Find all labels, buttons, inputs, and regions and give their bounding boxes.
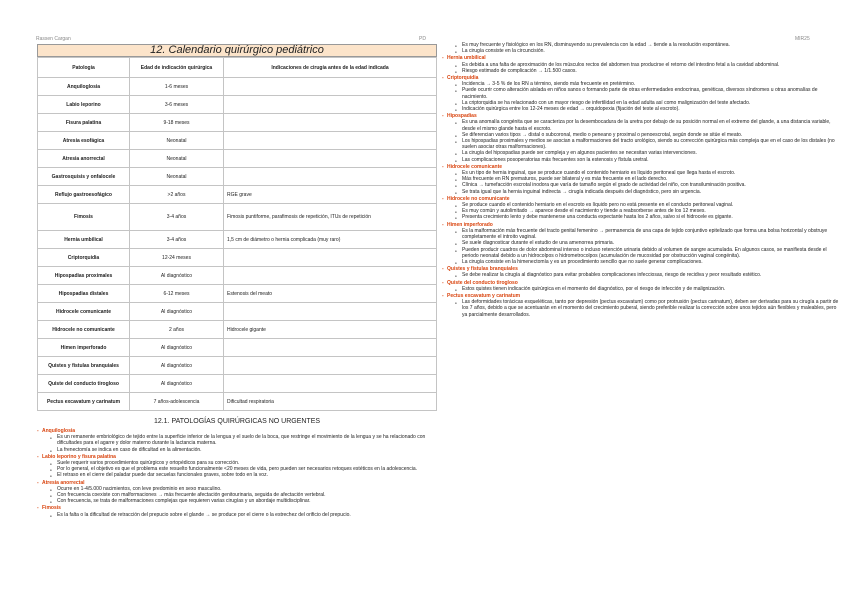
table-row bbox=[38, 393, 437, 411]
bullet-item: ● Es muy común y autolimitado → aparece desde el nacimiento y tiende a reabsorberse antes de los 12 meses. bbox=[442, 208, 842, 214]
table-cell: Anquiloglosia bbox=[38, 78, 130, 96]
dash-marker: - bbox=[442, 279, 444, 286]
table-row bbox=[38, 375, 437, 393]
dash-marker: - bbox=[37, 505, 39, 512]
dash-marker: - bbox=[37, 428, 39, 434]
table-cell: 7 años-adolescencia bbox=[130, 393, 224, 411]
bullet-item: ● Indicación quirúrgica entre los 12-24 meses de edad → orquidopexia (fijación del teste al escroto). bbox=[442, 106, 842, 112]
table-cell: Al diagnóstico bbox=[130, 339, 224, 357]
topic-heading-text: Pectus excavatum y carinatum bbox=[447, 292, 521, 299]
header-center: PD bbox=[419, 36, 426, 42]
page-title: 12. Calendario quirúrgico pediátrico bbox=[37, 44, 437, 57]
column-header: Indicaciones de cirugía antes de la edad indicada bbox=[224, 58, 437, 78]
bullet-item: ● Es un tipo de hernia inguinal, que se produce cuando el contenido herniario es líquido peritoneal que llega hasta el escroto. bbox=[442, 170, 842, 176]
bullet-item: ● El retraso en el cierre del paladar puede dar secuelas funcionales graves, sobre todo en la voz. bbox=[37, 472, 437, 478]
right-item-list bbox=[442, 42, 842, 318]
bullet-item: ● Riesgo estimado de complicación → 1/1.500 casos. bbox=[442, 68, 842, 74]
table-cell: Fisura palatina bbox=[38, 114, 130, 132]
table-cell: Al diagnóstico bbox=[130, 357, 224, 375]
table-cell: 12-24 meses bbox=[130, 249, 224, 267]
topic-heading-text: Hipospadias bbox=[447, 113, 477, 120]
table-cell: Quiste del conducto tirogloso bbox=[38, 375, 130, 393]
column-header: Patología bbox=[38, 58, 130, 78]
table-cell bbox=[224, 375, 437, 393]
bullet-item: ● Es la falta o la dificultad de retracción del prepucio sobre el glande → se produce por el cierre o la estrechez del orificio del prepucio. bbox=[37, 512, 437, 518]
table-row bbox=[38, 321, 437, 339]
table-row bbox=[38, 339, 437, 357]
table-cell bbox=[224, 357, 437, 375]
left-item-list bbox=[37, 428, 437, 518]
section-title: 12.1. PATOLOGÍAS QUIRÚRGICAS NO URGENTES bbox=[153, 418, 321, 425]
table-cell: Hipospadias proximales bbox=[38, 267, 130, 285]
table-cell: Neonatal bbox=[130, 168, 224, 186]
table-row bbox=[38, 249, 437, 267]
topic-heading-text: Labio leporino y fisura palatina bbox=[42, 453, 116, 460]
table-cell: Atresia anorrectal bbox=[38, 150, 130, 168]
dash-marker: - bbox=[442, 221, 444, 228]
dash-marker: - bbox=[442, 195, 444, 202]
table-cell: 3-4 años bbox=[130, 204, 224, 231]
table-cell bbox=[224, 339, 437, 357]
bullet-item: ● Es un remanente embriológico de tejido entre la superficie inferior de la lengua y el suelo de la boca, que restringe el movimiento de la lengua y se ha relacionado con dificultades para el agarre y dolor materno durante la lactancia materna. bbox=[37, 434, 437, 446]
topic-heading-text: Quistes y fístulas branquiales bbox=[447, 266, 518, 273]
table-cell bbox=[224, 132, 437, 150]
table-cell: Hidrocele comunicante bbox=[38, 303, 130, 321]
table-cell bbox=[224, 150, 437, 168]
table-cell: 1-6 meses bbox=[130, 78, 224, 96]
table-row bbox=[38, 285, 437, 303]
table-cell: 3-6 meses bbox=[130, 96, 224, 114]
table-cell: Neonatal bbox=[130, 150, 224, 168]
table-cell: Fimosis puntiforme, parafimosis de repetición, ITUs de repetición bbox=[224, 204, 437, 231]
dash-marker: - bbox=[442, 292, 444, 299]
bullet-item: ● Más frecuente en RN prematuros, puede ser bilateral y es más frecuente en el lado derecho. bbox=[442, 176, 842, 182]
bullet-item: ● Es debida a una falta de aproximación de los músculos rectos del abdomen tras producirse el retorno del intestino fetal a la cavidad abdominal. bbox=[442, 62, 842, 68]
topic-heading-text: Fimosis bbox=[42, 505, 61, 512]
table-row bbox=[38, 168, 437, 186]
table-header-row bbox=[38, 58, 437, 78]
table-row bbox=[38, 231, 437, 249]
bullet-item: ● Se diferencian varios tipos → distal o subcoronal, medio o peneano y proximal o penoescrotal, según donde se sitúe el meato. bbox=[442, 132, 842, 138]
table-row bbox=[38, 96, 437, 114]
bullet-item: ● Estos quistes tienen indicación quirúrgica en el momento del diagnóstico, por el riesgo de infección y de malignización. bbox=[442, 286, 842, 292]
bullet-item: ● Por lo general, el objetivo es que el problema este resuelto funcionalmente <20 meses de vida, pero pueden ser necesarios retoques estéticos en la adolescencia. bbox=[37, 466, 437, 472]
topic-heading-text: Anquiloglosia bbox=[42, 428, 76, 434]
bullet-item: ● Incidencia → 3-5 % de los RN a término, siendo más frecuente en pretérmino. bbox=[442, 81, 842, 87]
topic-heading-text: Hidrocele comunicante bbox=[447, 163, 503, 170]
dash-marker: - bbox=[442, 163, 444, 170]
table-cell: Al diagnóstico bbox=[130, 303, 224, 321]
table-row bbox=[38, 150, 437, 168]
topic-heading-text: Atresia anorrectal bbox=[42, 479, 85, 486]
topic-heading-text: Hernia umbilical bbox=[447, 55, 486, 62]
dash-marker: - bbox=[442, 55, 444, 62]
table-row bbox=[38, 78, 437, 96]
topic-heading-text: Criptorquidia bbox=[447, 75, 479, 82]
table-body bbox=[38, 78, 437, 411]
surgical-calendar-table bbox=[37, 57, 437, 411]
table-cell: Gastrosquisis y onfalocele bbox=[38, 168, 130, 186]
table-row bbox=[38, 204, 437, 231]
bullet-item: ● Presenta crecimiento lento y debe mantenerse una conducta expectante hasta los 2 años, salvo si el hidrocele es gigante. bbox=[442, 214, 842, 220]
table-cell: Hipospadias distales bbox=[38, 285, 130, 303]
bullet-item: ● Clínica → tumefacción escrotal inodora que varía de tamaño según el grado de actividad del niño, con transiluminación positiva. bbox=[442, 182, 842, 188]
bullet-item: ● La criptorquidia se ha relacionado con un mayor riesgo de infertilidad en la edad adulta así como malignización del teste afectado. bbox=[442, 100, 842, 106]
topic-heading-text: Quiste del conducto tirogloso bbox=[447, 279, 518, 286]
table-row bbox=[38, 357, 437, 375]
bullet-item: ● Ocurre en 1-4/5.000 nacimientos, con leve predominio en sexo masculino. bbox=[37, 486, 437, 492]
right-column bbox=[442, 42, 842, 318]
bullet-item: ● Las deformidades torácicas esqueléticas, tanto por depresión (pectus excavatum) como por protrusión (pectus carinatum), deben ser derivadas para su cirugía a partir de los 7 años, debido a que se acentuarán en el momento del crecimiento puberal, siendo preferible realizar la corrección sobre unos tejidos aún flexibles y maleables, pero ya parcialmente desarrollados. bbox=[442, 299, 842, 318]
table-cell: Quistes y fístulas branquiales bbox=[38, 357, 130, 375]
left-column bbox=[37, 44, 437, 518]
dash-marker: - bbox=[37, 453, 39, 460]
table-cell bbox=[224, 96, 437, 114]
table-cell: Hernia umbilical bbox=[38, 231, 130, 249]
table-cell: Pectus excavatum y carinatum bbox=[38, 393, 130, 411]
table-cell: Fimosis bbox=[38, 204, 130, 231]
bullet-item: ● Con frecuencia coexiste con malformaciones → más frecuente afectación genitourinaria, seguida de afectación vertebral. bbox=[37, 492, 437, 498]
bullet-item: ● Suele requerir varios procedimientos quirúrgicos y ortopédicos para su corrección. bbox=[37, 460, 437, 466]
table-cell bbox=[224, 249, 437, 267]
bullet-item: ● Es la malformación más frecuente del tracto genital femenino → permanencia de una capa de tejido conjuntivo epitelizado que forma una bolsa horizontal y obstruye completamente el introito vaginal. bbox=[442, 228, 842, 240]
bullet-item: ● Las complicaciones posoperatorias más frecuentes son la estenosis y fístula uretral. bbox=[442, 157, 842, 163]
bullet-item: ● Se suele diagnosticar durante el estudio de una amenorrea primaria. bbox=[442, 240, 842, 246]
table-cell: 2 años bbox=[130, 321, 224, 339]
table-cell bbox=[224, 267, 437, 285]
table-cell: 6-12 meses bbox=[130, 285, 224, 303]
table-cell: Himen imperforado bbox=[38, 339, 130, 357]
bullet-item: ● Se produce cuando el contenido herniario en el escroto es líquido pero no está presente en el conducto peritoneal vaginal. bbox=[442, 202, 842, 208]
table-cell: Al diagnóstico bbox=[130, 375, 224, 393]
table-cell: Hidrocele gigante bbox=[224, 321, 437, 339]
table-cell: 3-4 años bbox=[130, 231, 224, 249]
dash-marker: - bbox=[442, 75, 444, 82]
header-right: MIR25 bbox=[795, 36, 810, 42]
table-cell bbox=[224, 114, 437, 132]
bullet-item: ● La frenectomía se indica en caso de dificultad en la alimentación. bbox=[37, 447, 437, 453]
table-cell: Atresia esofágica bbox=[38, 132, 130, 150]
bullet-item: ● Puede ocurrir como alteración aislada en niños sanos o formando parte de otras enfermedades endocrinas, genéticas, diversos síndromes u otras anomalías de nacimiento. bbox=[442, 87, 842, 99]
dash-marker: - bbox=[442, 113, 444, 120]
table-row bbox=[38, 114, 437, 132]
table-cell: 9-18 meses bbox=[130, 114, 224, 132]
bullet-item: ● Se trata igual que la hernia inguinal indirecta → cirugía indicada después del diagnóstico, pero sin urgencia. bbox=[442, 189, 842, 195]
bullet-item: ● Los hipospadias proximales y medios se asocian a malformaciones del tracto urológico, siendo su corrección quirúrgica más compleja que en el caso de los distales (no suelen asociar otras malformaciones). bbox=[442, 138, 842, 150]
bullet-item: ● La cirugía consiste en la himenectomía y es un procedimiento sencillo que no suele generar complicaciones. bbox=[442, 259, 842, 265]
table-row bbox=[38, 267, 437, 285]
table-cell: Labio leporino bbox=[38, 96, 130, 114]
table-cell: Estenosis del meato bbox=[224, 285, 437, 303]
bullet-item: ● Es una anomalía congénita que se caracteriza por la desembocadura de la uretra por debajo de su posición normal en el extremo del glande, a una distancia variable, desde el mismo glande hasta el escroto. bbox=[442, 119, 842, 131]
table-row bbox=[38, 186, 437, 204]
dash-marker: - bbox=[442, 266, 444, 273]
table-cell bbox=[224, 168, 437, 186]
table-row bbox=[38, 303, 437, 321]
header-left: Rassen Cargan bbox=[36, 36, 71, 42]
bullet-item: ● Se debe realizar la cirugía al diagnóstico para evitar probables complicaciones infecciosas, riesgo de recidiva y peor resultado estético. bbox=[442, 272, 842, 278]
table-cell: 1,5 cm de diámetro o hernia complicada (muy raro) bbox=[224, 231, 437, 249]
table-row bbox=[38, 132, 437, 150]
bullet-item: ● Pueden producir cuadros de dolor abdominal intenso o incluso retención urinaria debido al volumen de sangre acumulada. En algunos casos, se manifiesta desde el periodo neonatal debido a un hidrocolpos o hidrometrocolpos (acumulación de mucosidad por obstrucción vaginal congénita). bbox=[442, 247, 842, 259]
topic-heading-text: Himen imperforado bbox=[447, 221, 493, 228]
table-cell bbox=[224, 78, 437, 96]
dash-marker: - bbox=[37, 479, 39, 486]
table-cell: Criptorquidia bbox=[38, 249, 130, 267]
bullet-item: ● La cirugía del hipospadias puede ser compleja y en algunos pacientes se necesitan varias intervenciones. bbox=[442, 150, 842, 156]
bullet-item: ● Es muy frecuente y fisiológico en los RN, disminuyendo su prevalencia con la edad → tiende a la resolución espontánea. bbox=[442, 42, 842, 48]
table-cell: Neonatal bbox=[130, 132, 224, 150]
table-cell: RGE grave bbox=[224, 186, 437, 204]
bullet-item: ● Con frecuencia, se trata de malformaciones complejas que requieren varias cirugías y un abordaje multidisciplinar. bbox=[37, 498, 437, 504]
topic-heading-text: Hidrocele no comunicante bbox=[447, 195, 510, 202]
table-cell bbox=[224, 303, 437, 321]
table-cell: >2 años bbox=[130, 186, 224, 204]
table-cell: Hidrocele no comunicante bbox=[38, 321, 130, 339]
column-header: Edad de indicación quirúrgica bbox=[130, 58, 224, 78]
table-cell: Al diagnóstico bbox=[130, 267, 224, 285]
table-cell: Dificultad respiratoria bbox=[224, 393, 437, 411]
bullet-item: ● La cirugía consiste en la circuncisión. bbox=[442, 48, 842, 54]
table-cell: Reflujo gastroesofágico bbox=[38, 186, 130, 204]
